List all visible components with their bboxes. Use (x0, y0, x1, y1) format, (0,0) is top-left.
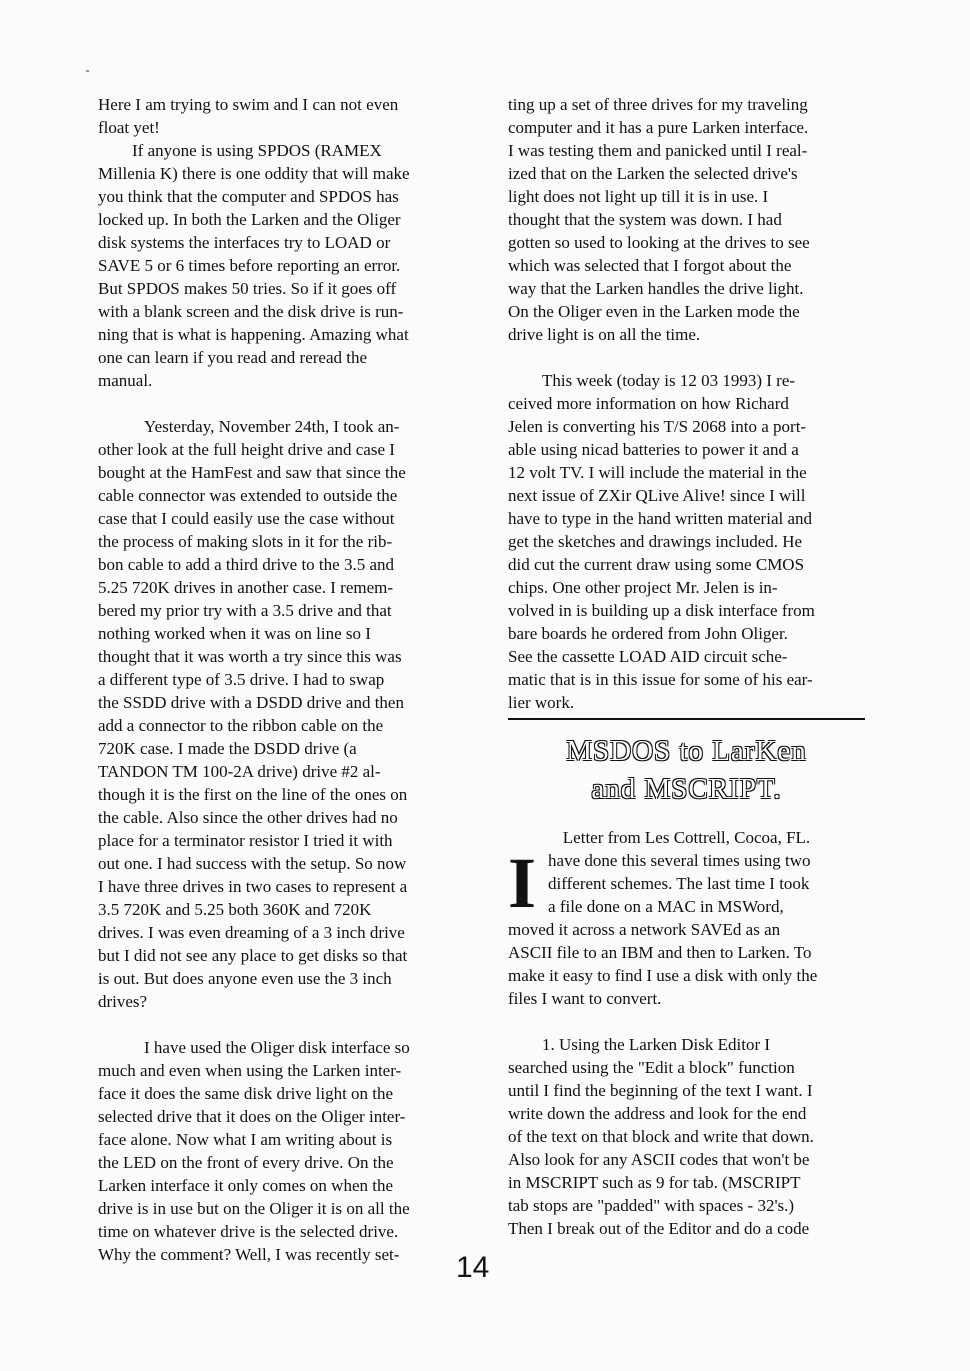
text-line: 5.25 720K drives in another case. I remem- (98, 578, 394, 597)
text-line: computer and it has a pure Larken interface. (508, 118, 809, 137)
text-line: moved it across a network SAVEd as an (508, 920, 781, 939)
drop-cap: I (508, 843, 537, 923)
text-line: thought that it was worth a try since this was (98, 647, 402, 666)
text-line: lier work. (508, 693, 575, 712)
text-line: chips. One other project Mr. Jelen is in- (508, 578, 778, 597)
text-line: Millenia K) there is one oddity that will make (98, 164, 410, 183)
text-line: which was selected that I forgot about the (508, 256, 792, 275)
text-line: add a connector to the ribbon cable on the (98, 716, 384, 735)
text-line: next issue of ZXir QLive Alive! since I will (508, 486, 806, 505)
text-line: much and even when using the Larken inter- (98, 1061, 402, 1080)
article-heading (508, 732, 865, 808)
text-line: did cut the current draw using some CMOS (508, 555, 805, 574)
heading-line: and MSCRIPT. (591, 773, 782, 805)
text-line: ized that on the Larken the selected drive's (508, 164, 798, 183)
text-line: time on whatever drive is the selected drive. (98, 1222, 399, 1241)
text-line: I have used the Oliger disk interface so (144, 1038, 410, 1057)
text-line: drives. I was even dreaming of a 3 inch drive (98, 923, 405, 942)
text-line: disk systems the interfaces try to LOAD or (98, 233, 391, 252)
text-line: but I did not see any place to get disks so that (98, 946, 408, 965)
paragraph-schemes (508, 843, 865, 1010)
text-line: the process of making slots in it for the rib- (98, 532, 393, 551)
article-byline: Letter from Les Cottrell, Cocoa, FL. (562, 828, 811, 847)
text-line: in MSCRIPT such as 9 for tab. (MSCRIPT (508, 1173, 801, 1192)
heading-line: MSDOS to LarKen (566, 735, 807, 767)
text-line: out one. I had success with the setup. So now (98, 854, 407, 873)
text-line: float yet! (98, 118, 160, 137)
text-line: selected drive that it does on the Oliger inter- (98, 1107, 406, 1126)
text-line: ceived more information on how Richard (508, 394, 789, 413)
text-line: Then I break out of the Editor and do a code (508, 1219, 810, 1238)
text-line: though it is the first on the line of the ones on (98, 785, 408, 804)
text-line: write down the address and look for the end (508, 1104, 807, 1123)
text-line: See the cassette LOAD AID circuit sche- (508, 647, 788, 666)
text-line: face it does the same disk drive light on the (98, 1084, 394, 1103)
text-line: ASCII file to an IBM and then to Larken. To (508, 943, 812, 962)
text-line: a file done on a MAC in MSWord, (548, 897, 784, 916)
text-line: make it easy to find I use a disk with only the (508, 966, 818, 985)
text-line: bered my prior try with a 3.5 drive and that (98, 601, 392, 620)
text-line: searched using the "Edit a block" function (508, 1058, 795, 1077)
paragraph-traveling (508, 93, 865, 346)
paragraph-swim (98, 93, 453, 139)
text-line: But SPDOS makes 50 tries. So if it goes off (98, 279, 397, 298)
text-line: one can learn if you read and reread the (98, 348, 368, 367)
text-line: I was testing them and panicked until I real- (508, 141, 808, 160)
page-number: 14 (456, 1251, 490, 1284)
text-line: different schemes. The last time I took (548, 874, 810, 893)
right-column (508, 93, 865, 1240)
text-line: TANDON TM 100-2A drive) drive #2 al- (98, 762, 381, 781)
text-line: have to type in the hand written material and (508, 509, 813, 528)
paragraph-oliger (98, 1036, 453, 1266)
text-line: thought that the system was down. I had (508, 210, 782, 229)
text-line: light does not light up till it is in use. I (508, 187, 769, 206)
text-line: bought at the HamFest and saw that since the (98, 463, 406, 482)
text-line: Larken interface it only comes on when the (98, 1176, 394, 1195)
text-line: ting up a set of three drives for my traveling (508, 95, 808, 114)
paragraph-step-one (508, 1033, 865, 1240)
text-line: gotten so used to looking at the drives to see (508, 233, 810, 252)
paragraph-yesterday (98, 415, 453, 1013)
text-line: have done this several times using two (548, 851, 811, 870)
section-divider (508, 718, 865, 720)
text-line: get the sketches and drawings included. He (508, 532, 803, 551)
text-line: Why the comment? Well, I was recently set- (98, 1245, 400, 1264)
text-line: If anyone is using SPDOS (RAMEX (132, 141, 382, 160)
text-line: I have three drives in two cases to represent a (98, 877, 408, 896)
text-line: the SSDD drive with a DSDD drive and then (98, 693, 404, 712)
text-line: of the text on that block and write that down. (508, 1127, 814, 1146)
text-line: way that the Larken handles the drive light. (508, 279, 804, 298)
text-line: face alone. Now what I am writing about is (98, 1130, 393, 1149)
text-line: ning that is what is happening. Amazing what (98, 325, 409, 344)
text-line: matic that is in this issue for some of his ear- (508, 670, 813, 689)
text-line: On the Oliger even in the Larken mode the (508, 302, 800, 321)
text-line: cable connector was extended to outside the (98, 486, 398, 505)
text-line: 1. Using the Larken Disk Editor I (542, 1035, 771, 1054)
text-line: the LED on the front of every drive. On the (98, 1153, 394, 1172)
text-line: manual. (98, 371, 153, 390)
text-line: a different type of 3.5 drive. I had to swap (98, 670, 385, 689)
text-line: nothing worked when it was on line so I (98, 624, 371, 643)
text-line: until I find the beginning of the text I want. I (508, 1081, 813, 1100)
text-line: volved in is building up a disk interface from (508, 601, 815, 620)
text-line: place for a terminator resistor I tried it with (98, 831, 393, 850)
text-line: drives? (98, 992, 148, 1011)
text-line: Here I am trying to swim and I can not even (98, 95, 399, 114)
paragraph-this-week (508, 369, 865, 714)
text-line: Jelen is converting his T/S 2068 into a port- (508, 417, 807, 436)
text-line: 12 volt TV. I will include the material in the (508, 463, 807, 482)
text-line: the cable. Also since the other drives had no (98, 808, 398, 827)
text-line: files I want to convert. (508, 989, 662, 1008)
text-line: tab stops are "padded" with spaces - 32's.) (508, 1196, 795, 1215)
text-line: SAVE 5 or 6 times before reporting an error. (98, 256, 401, 275)
text-line: other look at the full height drive and case I (98, 440, 395, 459)
text-line: able using nicad batteries to power it and a (508, 440, 799, 459)
text-line: Also look for any ASCII codes that won't be (508, 1150, 810, 1169)
text-line: This week (today is 12 03 1993) I re- (542, 371, 796, 390)
text-line: 720K case. I made the DSDD drive (a (98, 739, 357, 758)
text-line: drive is in use but on the Oliger it is on all the (98, 1199, 410, 1218)
text-line: case that I could easily use the case without (98, 509, 395, 528)
text-line: bon cable to add a third drive to the 3.5 and (98, 555, 394, 574)
paragraph-spdos (98, 139, 453, 392)
text-line: you think that the computer and SPDOS has (98, 187, 399, 206)
text-line: 3.5 720K and 5.25 both 360K and 720K (98, 900, 372, 919)
left-column (98, 93, 453, 1266)
text-line: is out. But does anyone even use the 3 inch (98, 969, 392, 988)
scan-speck (86, 70, 89, 72)
text-line: with a blank screen and the disk drive is run- (98, 302, 404, 321)
text-line: Yesterday, November 24th, I took an- (144, 417, 400, 436)
text-line: bare boards he ordered from John Oliger. (508, 624, 788, 643)
text-line: drive light is on all the time. (508, 325, 701, 344)
text-line: locked up. In both the Larken and the Oliger (98, 210, 401, 229)
